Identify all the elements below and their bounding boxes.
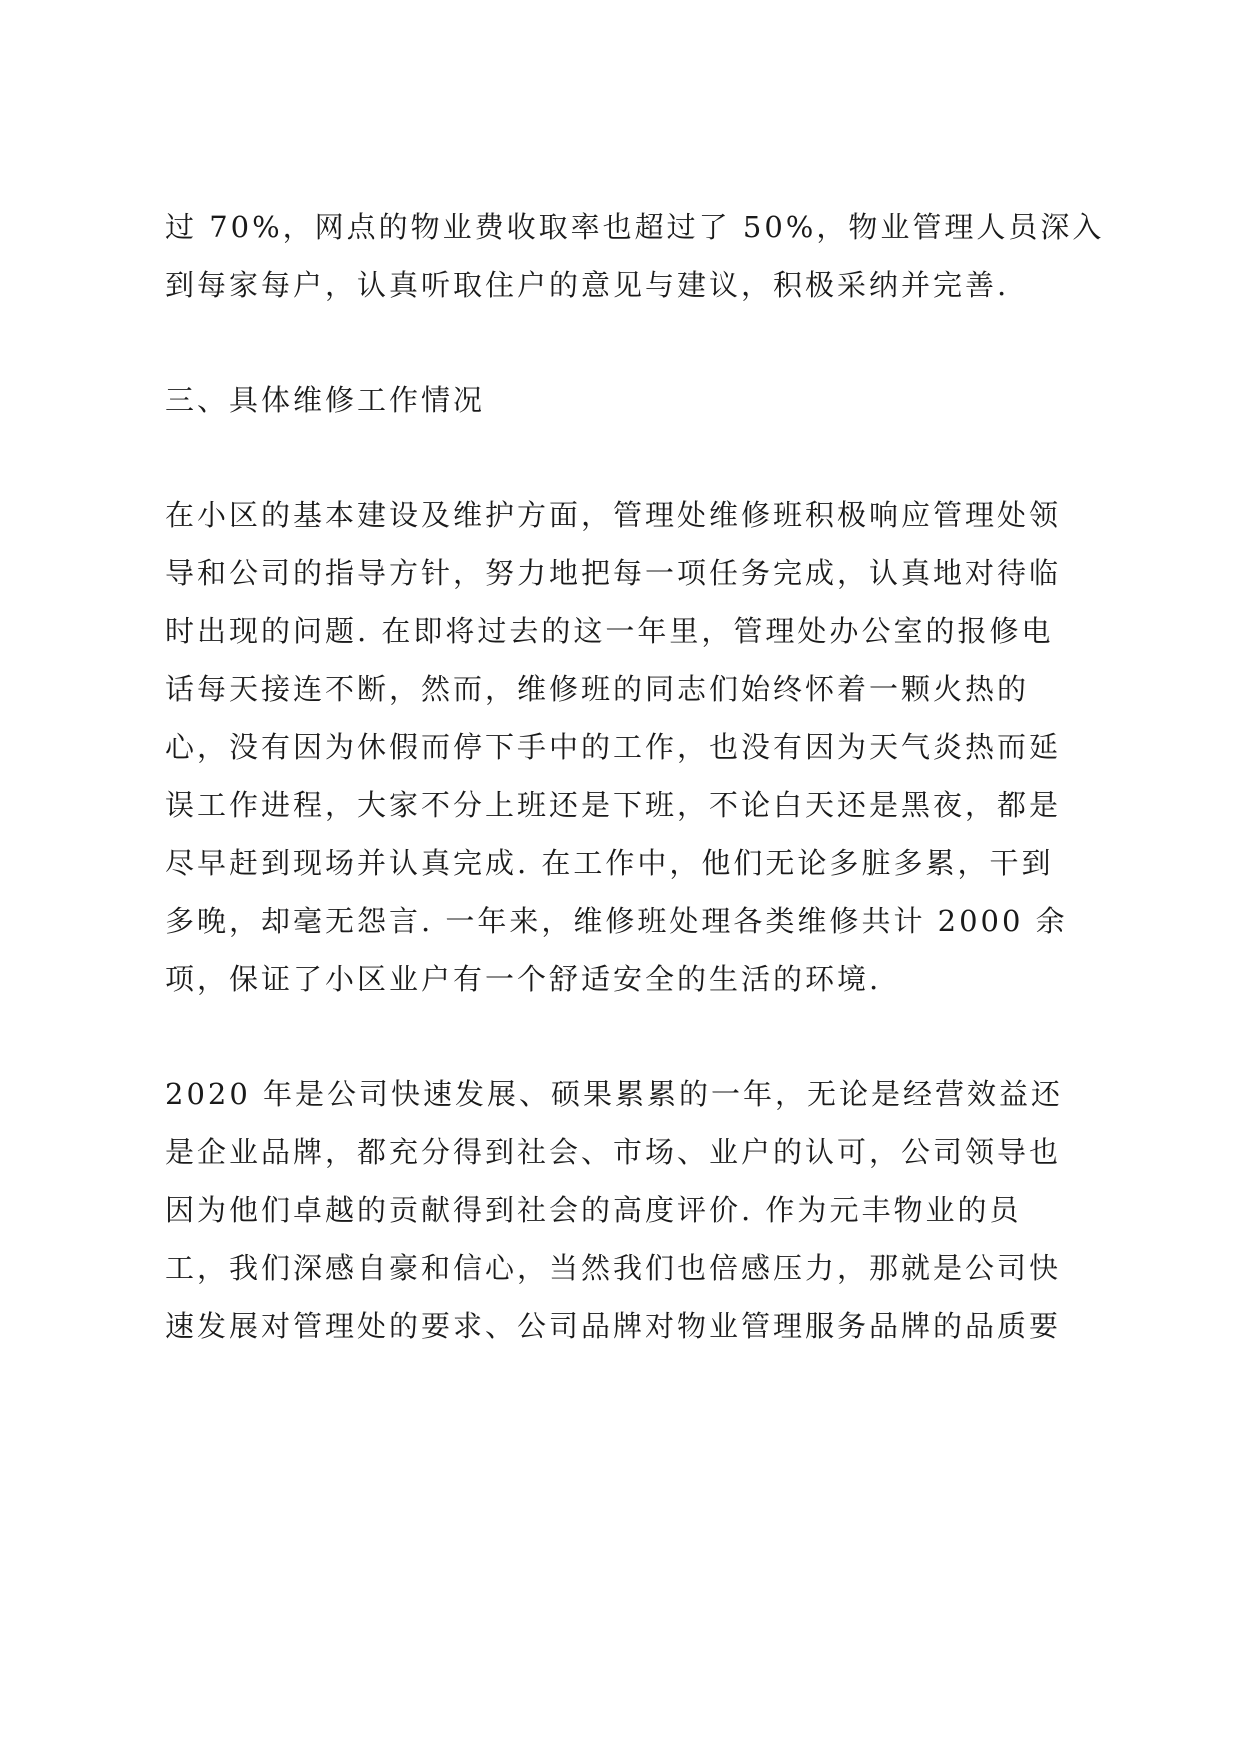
paragraph-line: 话每天接连不断，然而，维修班的同志们始终怀着一颗火热的 <box>165 672 1030 706</box>
paragraph-line: 时出现的问题. 在即将过去的这一年里，管理处办公室的报修电 <box>165 614 1054 648</box>
paragraph-line: 心，没有因为休假而停下手中的工作，也没有因为天气炎热而延 <box>165 730 1062 764</box>
paragraph-line: 是企业品牌，都充分得到社会、市场、业户的认可，公司领导也 <box>165 1135 1062 1169</box>
paragraph-line: 到每家每户，认真听取住户的意见与建议，积极采纳并完善. <box>165 268 1010 302</box>
paragraph-line: 尽早赶到现场并认真完成. 在工作中，他们无论多脏多累，干到 <box>165 846 1054 880</box>
paragraph-line: 项，保证了小区业户有一个舒适安全的生活的环境. <box>165 962 882 996</box>
paragraph-line: 速发展对管理处的要求、公司品牌对物业管理服务品牌的品质要 <box>165 1309 1062 1343</box>
paragraph-line: 在小区的基本建设及维护方面，管理处维修班积极响应管理处领 <box>165 498 1062 532</box>
paragraph-line: 误工作进程，大家不分上班还是下班，不论白天还是黑夜，都是 <box>165 788 1062 822</box>
paragraph-line: 导和公司的指导方针，努力地把每一项任务完成，认真地对待临 <box>165 556 1062 590</box>
paragraph-line: 多晚，却毫无怨言. 一年来，维修班处理各类维修共计 2000 余 <box>165 904 1068 938</box>
paragraph-line: 因为他们卓越的贡献得到社会的高度评价. 作为元丰物业的员 <box>165 1193 1022 1227</box>
paragraph-line: 工，我们深感自豪和信心，当然我们也倍感压力，那就是公司快 <box>165 1251 1062 1285</box>
section-heading: 三、具体维修工作情况 <box>165 383 486 417</box>
paragraph-line: 过 70%，网点的物业费收取率也超过了 50%，物业管理人员深入 <box>165 210 1105 244</box>
paragraph-line: 2020 年是公司快速发展、硕果累累的一年，无论是经营效益还 <box>165 1077 1064 1111</box>
